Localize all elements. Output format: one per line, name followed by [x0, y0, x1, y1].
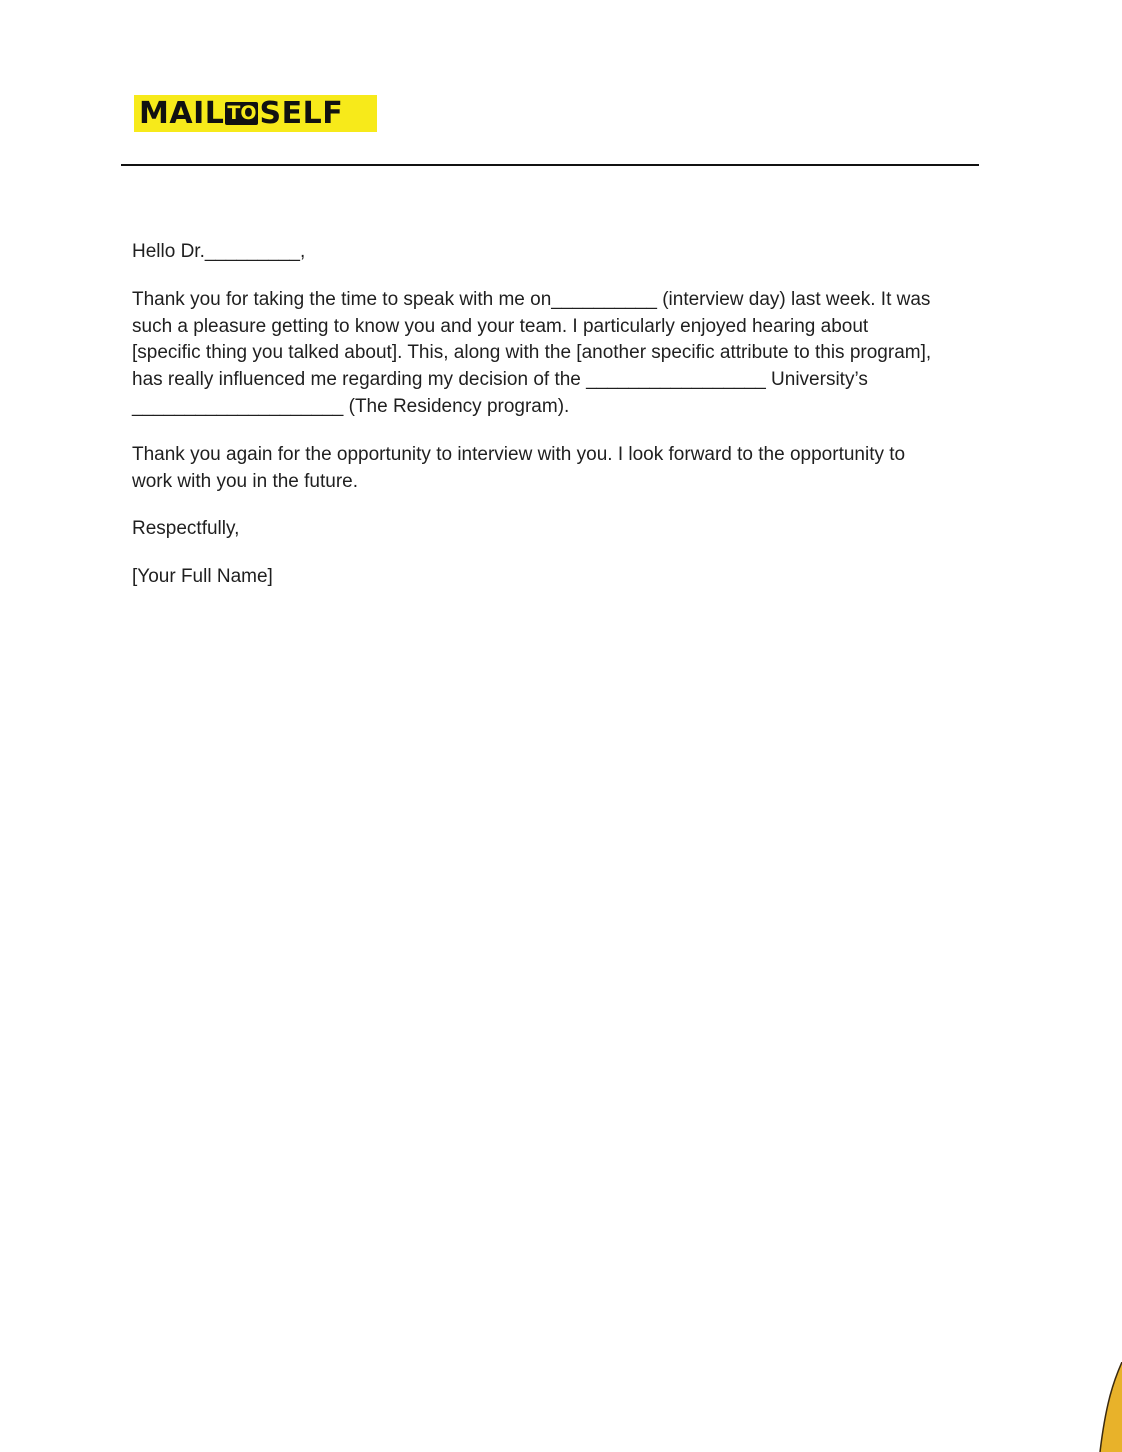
- signature-text: [Your Full Name]: [132, 566, 273, 588]
- paragraph-1: [132, 287, 992, 421]
- header-divider: [121, 164, 979, 166]
- logo-text-to: TO: [227, 102, 257, 124]
- paragraph-2-line-1: Thank you again for the opportunity to interview with you. I look forward to the opportunity to: [132, 443, 906, 465]
- mailtoself-logo: [134, 95, 377, 132]
- greeting-text: Hello Dr._________,: [132, 241, 306, 262]
- paragraph-2-line-2: work with you in the future.: [132, 470, 358, 492]
- paragraph-1-line-3: [specific thing you talked about]. This, along with the [another specific attribute to this program],: [132, 342, 932, 364]
- corner-decoration-shape: [1092, 1362, 1122, 1452]
- closing-text: Respectfully,: [132, 518, 240, 540]
- greeting: [132, 239, 992, 266]
- closing: [132, 516, 992, 543]
- signature: [132, 564, 992, 591]
- paragraph-1-line-1: Thank you for taking the time to speak with me on__________ (interview day) last week. It was: [132, 288, 931, 310]
- paragraph-1-line-2: such a pleasure getting to know you and your team. I particularly enjoyed hearing about: [132, 315, 869, 337]
- letter-body: [132, 239, 992, 612]
- logo-text-self: SELF: [259, 95, 344, 131]
- logo-text-mail: MAIL: [139, 95, 225, 131]
- paragraph-1-line-5: ____________________ (The Residency program).: [132, 395, 570, 417]
- paragraph-2: [132, 442, 992, 496]
- paragraph-1-line-4: has really influenced me regarding my decision of the _________________ University’s: [132, 369, 868, 391]
- corner-decoration-fill: [1100, 1362, 1122, 1452]
